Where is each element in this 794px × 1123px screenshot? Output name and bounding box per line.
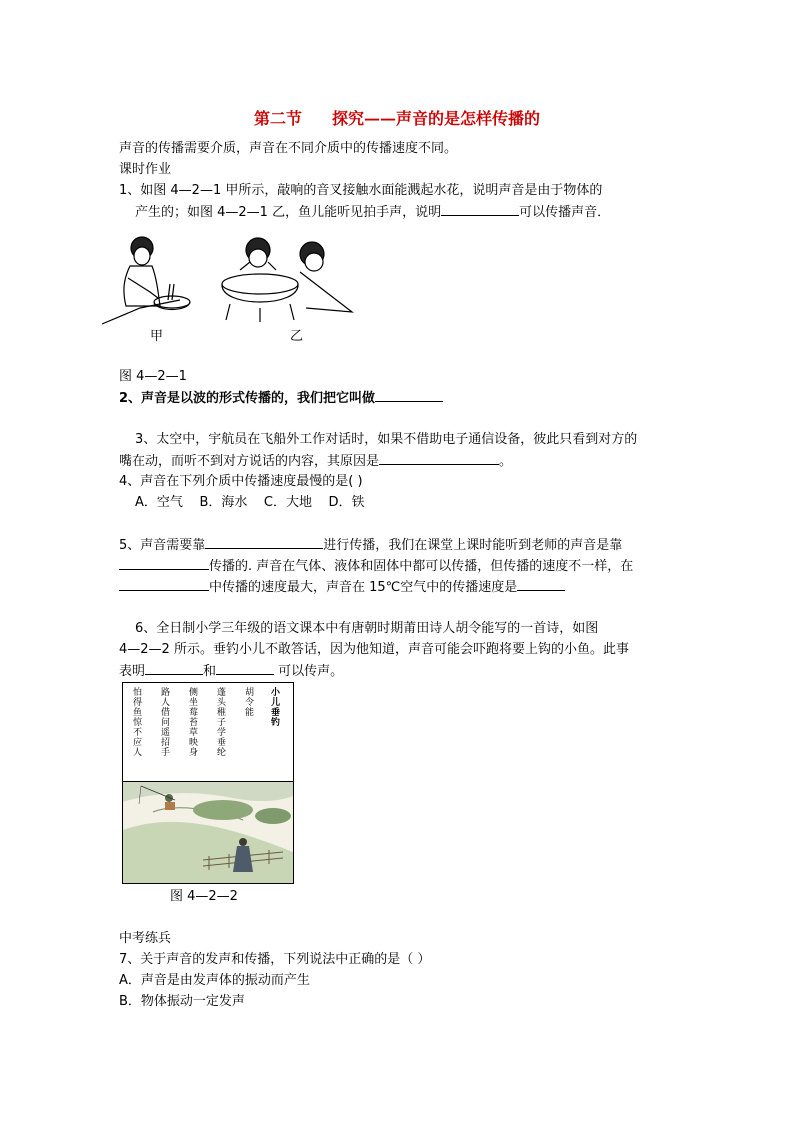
exam-heading: 中考练兵 — [119, 931, 172, 946]
q3-line2-text: 嘴在动，而听不到对方说话的内容，其原因是 — [119, 454, 380, 469]
q4-option-c: C．大地 — [263, 495, 312, 510]
q1-line1: 1、如图 4—2—1 甲所示，敲响的音叉接触水面能溅起水花，说明声音是由于物体的 — [119, 183, 603, 198]
q4-stem: 4、声音在下列介质中传播速度最慢的是( ) — [119, 474, 363, 489]
q3-blank[interactable] — [379, 452, 499, 465]
figure-4-2-2-caption: 图 4—2—2 — [170, 889, 238, 904]
q1-line2-end: 可以传播声音． — [519, 205, 611, 220]
q4-option-d: D．铁 — [328, 495, 365, 510]
q5-blank-1[interactable] — [205, 536, 323, 549]
q1-line2 — [135, 203, 610, 222]
q6-line1: 6、全日制小学三年级的语文课本中有唐朝时期莆田诗人胡令能写的一首诗，如图 — [135, 621, 599, 636]
q6-line3-start: 表明 — [119, 664, 146, 679]
q7-stem: 7、关于声音的发声和传播，下列说法中正确的是（ ） — [119, 952, 431, 967]
q5-line1-end: 进行传播，我们在课堂上课时能听到老师的声音是靠 — [323, 538, 623, 553]
q6-blank-1[interactable] — [145, 662, 203, 675]
q6-line2: 4—2—2 所示。垂钓小儿不敢答话，因为他知道，声音可能会吓跑将要上钩的小鱼。此事 — [119, 642, 629, 657]
q5-line1 — [119, 536, 622, 555]
intro-text: 声音的传播需要介质，声音在不同介质中的传播速度不同。 — [119, 141, 458, 156]
fish-bowl-girls-illustration — [222, 238, 352, 322]
figure-4-2-1 — [100, 228, 360, 348]
section-number: 第二节 — [253, 109, 302, 128]
page-title — [0, 106, 794, 129]
poem-title: 小儿垂钓 — [269, 687, 279, 727]
q6-line3 — [119, 662, 343, 681]
q5-blank-2[interactable] — [119, 557, 209, 570]
q2 — [119, 389, 443, 408]
poem-line-3: 路人借问遥招手 — [159, 687, 169, 757]
q5-line2-text: 传播的. 声音在气体、液体和固体中都可以传播，但传播的速度不一样，在 — [209, 559, 634, 574]
tuning-fork-girl-illustration — [102, 237, 190, 324]
figure-label-a: 甲 — [150, 329, 164, 344]
q1-line2-text: 产生的；如图 4—2—1 乙，鱼儿能听见拍手声，说明 — [135, 205, 442, 220]
poem-line-4: 怕得鱼惊不应人 — [131, 687, 141, 757]
fishing-child-painting — [123, 782, 293, 883]
figure-4-2-1-caption: 图 4—2—1 — [119, 369, 187, 384]
q3-line2-end: 。 — [499, 454, 513, 469]
figure-label-b: 乙 — [290, 329, 304, 344]
q5-line3-text: 中传播的速度最大，声音在 15℃空气中的传播速度是 — [209, 580, 518, 595]
q2-text: 2、声音是以波的形式传播的，我们把它叫做 — [119, 391, 376, 406]
figure-4-2-2 — [122, 682, 294, 884]
q5-line3 — [119, 578, 565, 597]
poem-author: 胡令能 — [243, 687, 253, 717]
poem-line-2: 侧坐莓苔草映身 — [187, 687, 197, 757]
q4-option-b: B．海水 — [199, 495, 248, 510]
q6-blank-2[interactable] — [216, 662, 274, 675]
q7-option-b: B．物体振动一定发声 — [119, 994, 245, 1009]
section-topic: 探究——声音的是怎样传播的 — [332, 109, 541, 128]
q5-line1-text: 5、声音需要靠 — [119, 538, 206, 553]
q4-option-a: A．空气 — [135, 495, 183, 510]
q2-blank[interactable] — [375, 389, 443, 402]
q5-line2 — [119, 557, 633, 576]
q6-line3-end: 可以传声。 — [274, 664, 344, 679]
q3-line2 — [119, 452, 512, 471]
q3-line1: 3、太空中，宇航员在飞船外工作对话时，如果不借助电子通信设备，彼此只看到对方的 — [135, 432, 638, 447]
q4-options — [135, 494, 365, 512]
q7-option-a: A．声音是由发声体的振动而产生 — [119, 973, 310, 988]
q5-blank-4[interactable] — [517, 578, 565, 591]
q5-blank-3[interactable] — [119, 578, 209, 591]
q6-line3-and: 和 — [203, 664, 217, 679]
q1-blank[interactable] — [441, 203, 519, 216]
homework-heading: 课时作业 — [119, 162, 172, 177]
poem-line-1: 蓬头稚子学垂纶 — [215, 687, 225, 757]
